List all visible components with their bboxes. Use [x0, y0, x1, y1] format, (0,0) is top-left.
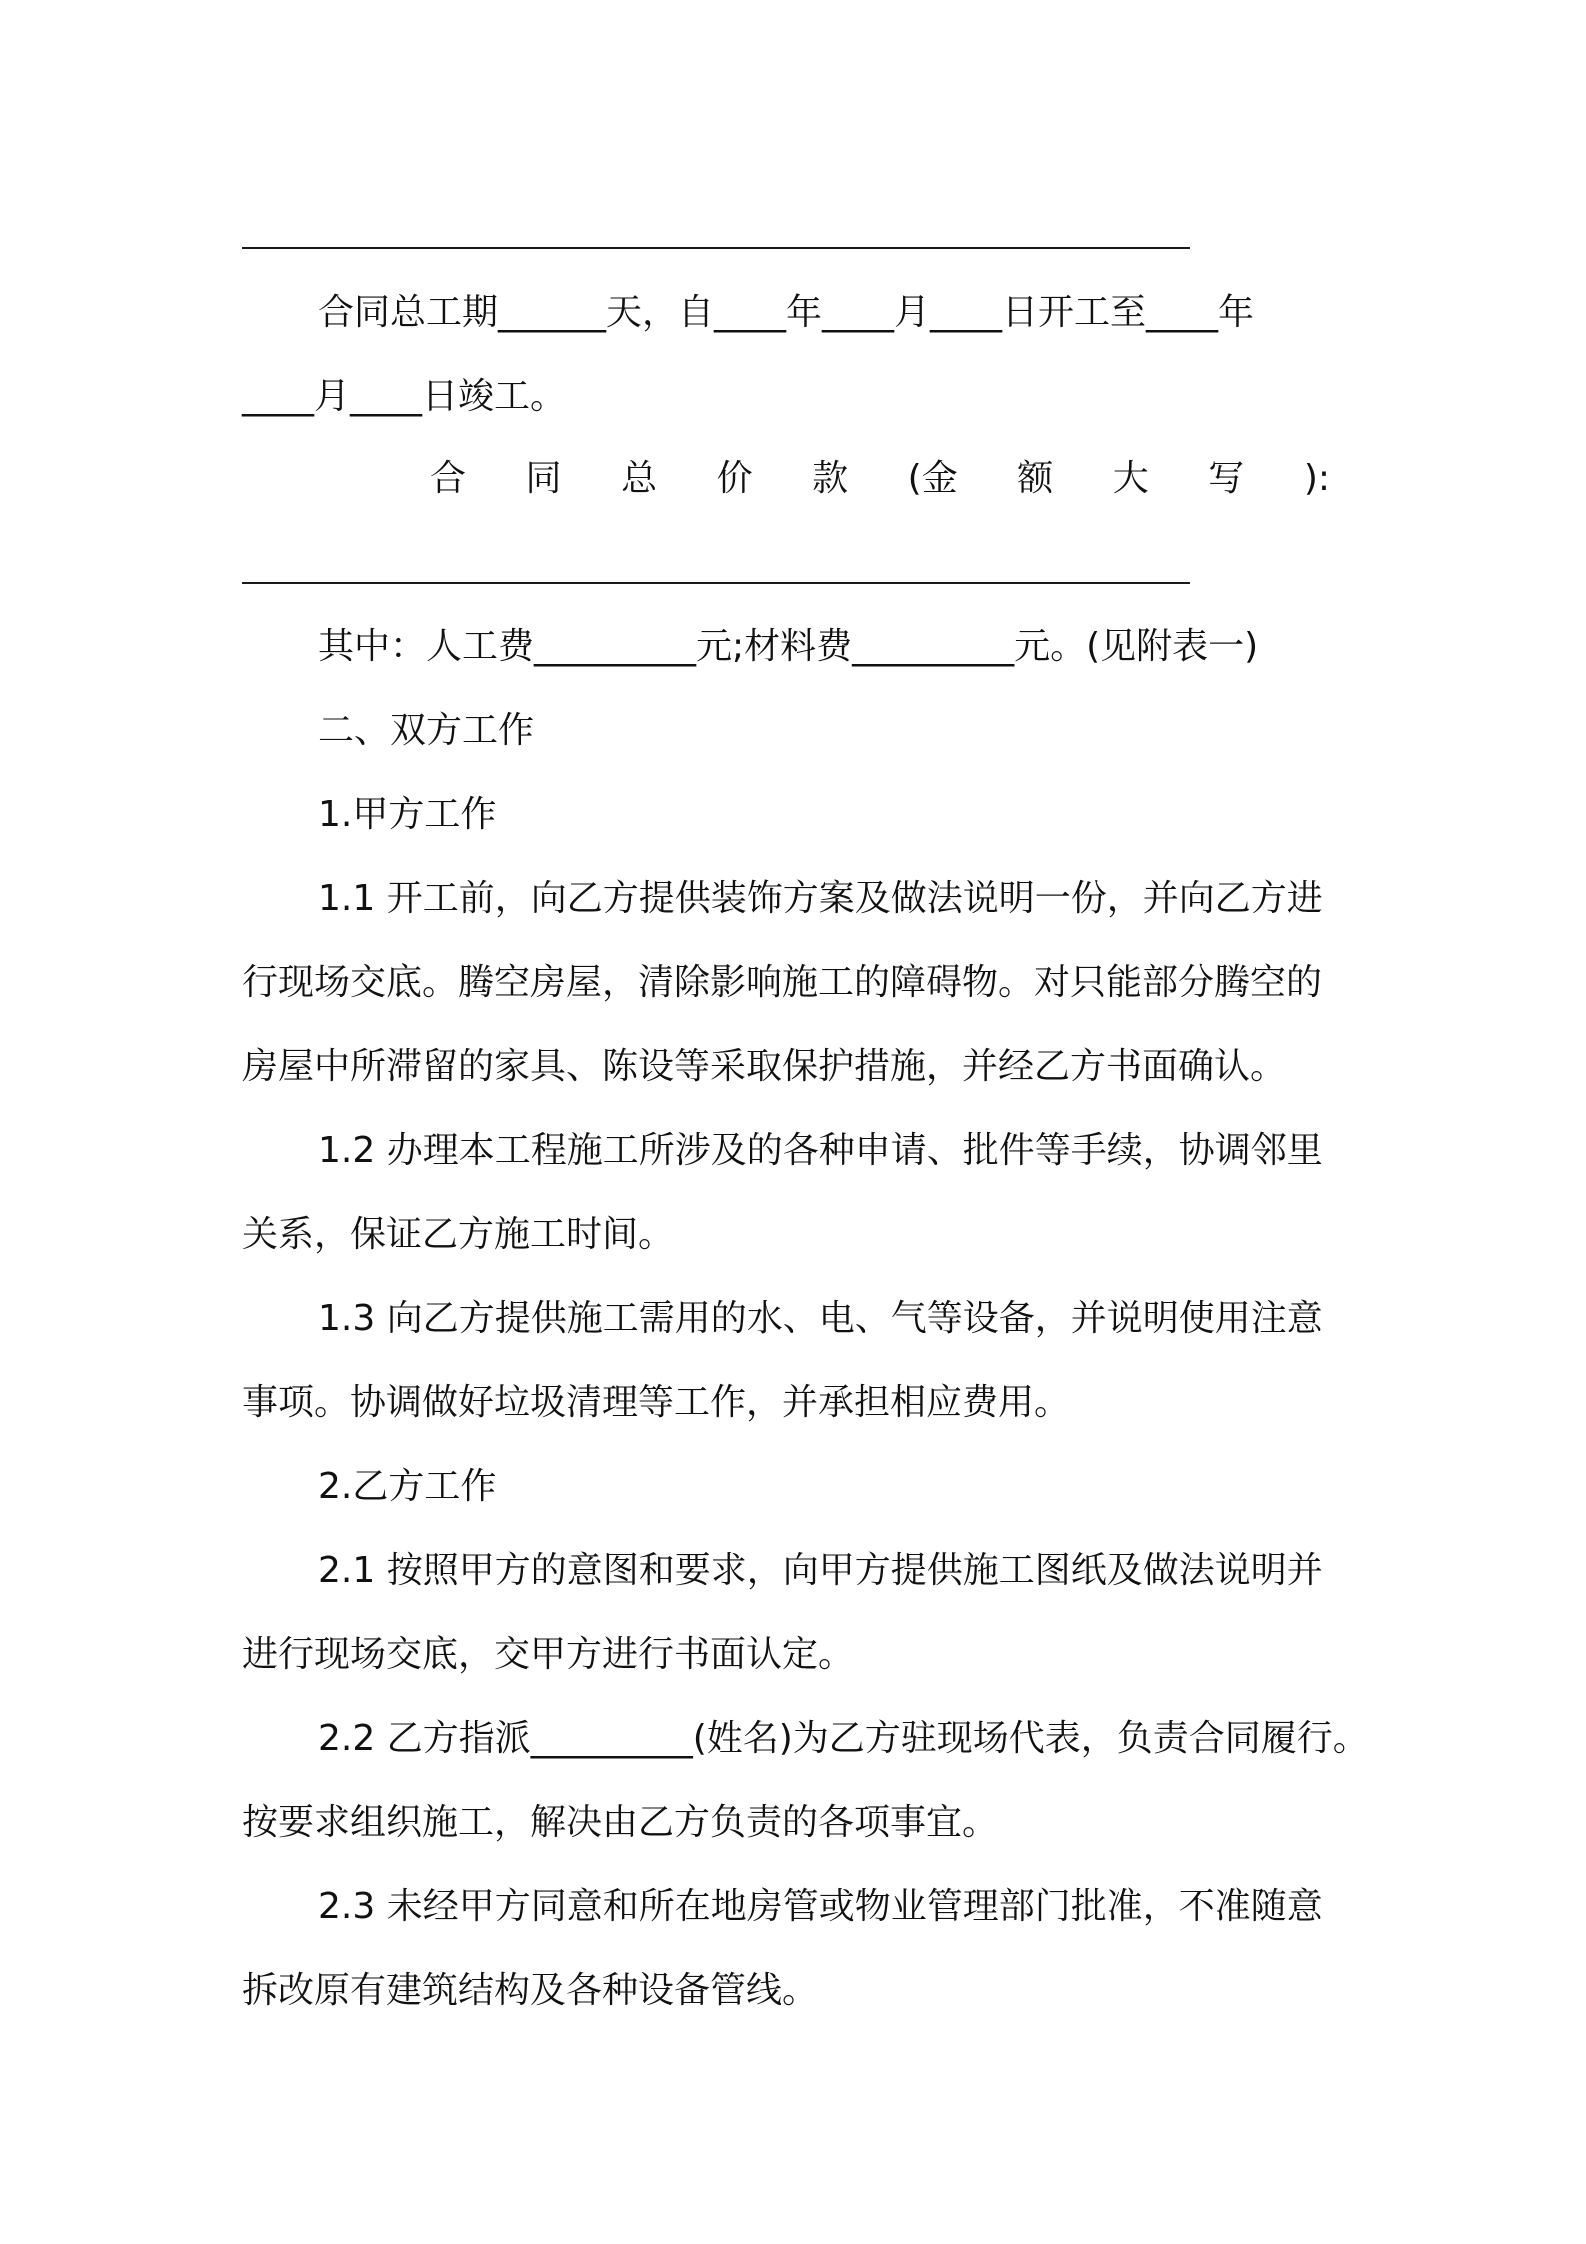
clause-1-3-line-1: 1.3 向乙方提供施工需用的水、电、气等设备，并说明使用注意: [318, 1298, 1323, 1339]
clause-2-1-line-2: 进行现场交底，交甲方进行书面认定。: [242, 1634, 855, 1675]
heading-char: 款: [812, 458, 849, 499]
clause-2-3-line-1: 2.3 未经甲方同意和所在地房管或物业管理部门批准，不准随意: [318, 1886, 1323, 1927]
heading-char: 价: [716, 458, 753, 499]
blank-underline-amount: [242, 582, 1190, 584]
clause-1-1-line-1: 1.1 开工前，向乙方提供装饰方案及做法说明一份，并向乙方进: [318, 878, 1323, 919]
heading-char: 合: [430, 458, 467, 499]
heading-char: 额: [1017, 458, 1054, 499]
total-price-heading: [430, 456, 1330, 502]
heading-char: 同: [525, 458, 562, 499]
duration-line: 合同总工期______天，自____年____月____日开工至____年: [318, 292, 1255, 333]
cost-breakdown-line: 其中：人工费_________元;材料费_________元。(见附表一): [318, 626, 1259, 667]
heading-char: ):: [1303, 458, 1330, 499]
clause-2-2-line-2: 按要求组织施工，解决由乙方负责的各项事宜。: [242, 1802, 999, 1843]
heading-char: 写: [1208, 458, 1245, 499]
clause-1-2-line-1: 1.2 办理本工程施工所涉及的各种申请、批件等手续，协调邻里: [318, 1130, 1323, 1171]
party-a-heading: 1.甲方工作: [318, 794, 497, 835]
clause-2-3-line-2: 拆改原有建筑结构及各种设备管线。: [242, 1970, 819, 2011]
party-b-heading: 2.乙方工作: [318, 1466, 497, 1507]
completion-line: ____月____日竣工。: [242, 376, 567, 417]
section-heading-duties: 二、双方工作: [318, 710, 535, 751]
heading-char: 总: [621, 458, 658, 499]
clause-1-3-line-2: 事项。协调做好垃圾清理等工作，并承担相应费用。: [242, 1382, 1071, 1423]
heading-char: 大: [1112, 458, 1149, 499]
clause-1-1-line-2: 行现场交底。腾空房屋，清除影响施工的障碍物。对只能部分腾空的: [242, 962, 1323, 1003]
clause-2-1-line-1: 2.1 按照甲方的意图和要求，向甲方提供施工图纸及做法说明并: [318, 1550, 1323, 1591]
heading-char: (金: [907, 458, 958, 499]
blank-underline-top: [242, 247, 1190, 249]
clause-1-2-line-2: 关系，保证乙方施工时间。: [242, 1214, 675, 1255]
clause-1-1-line-3: 房屋中所滞留的家具、陈设等采取保护措施，并经乙方书面确认。: [242, 1046, 1287, 1087]
clause-2-2-line-1: 2.2 乙方指派_________(姓名)为乙方驻现场代表，负责合同履行。: [318, 1718, 1369, 1759]
